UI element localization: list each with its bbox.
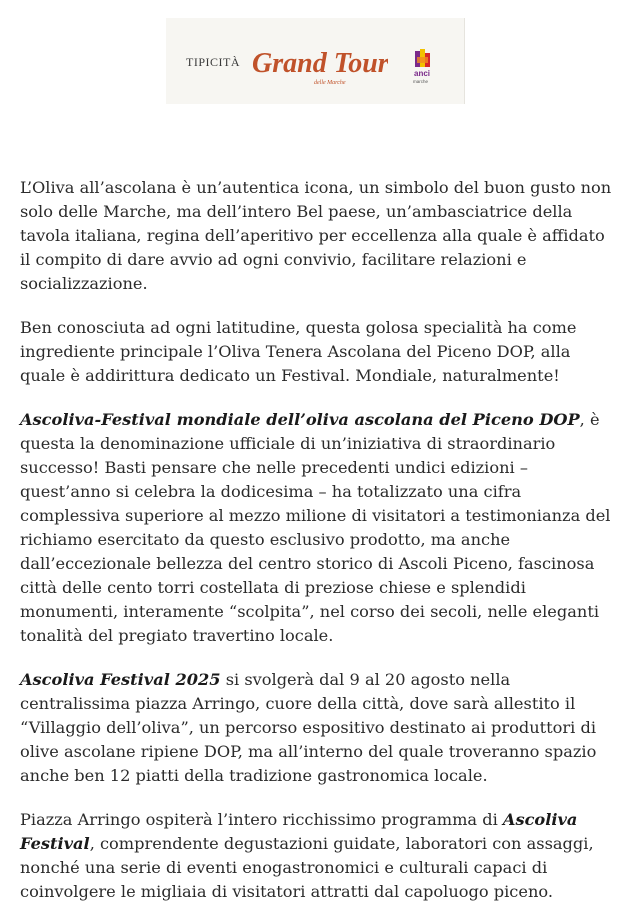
- grand-tour-logo: [252, 44, 388, 88]
- grand-tour-logo-subtext: delle Marche: [314, 80, 346, 86]
- article-paragraph-4: [20, 668, 614, 788]
- article-paragraph-2: Ben conosciuta ad ogni latitudine, questa golosa specialità ha come ingrediente principale l’Oliva Tenera Ascolana del Piceno DOP, alla quale è addirittura dedicato un Festival. Mondiale, naturalmente!: [20, 318, 577, 385]
- article-paragraph-5-text: , comprendente degustazioni guidate, laboratori con assaggi, nonché una serie di eventi enogastronomici e culturali capaci di coinvolgere le migliaia di visitatori attratti dal capoluogo piceno.: [20, 834, 594, 901]
- anci-marche-logo: [412, 47, 434, 85]
- anci-logo-text: anci: [414, 69, 431, 78]
- article-paragraph-1: L’Oliva all’ascolana è un’autentica icona, un simbolo del buon gusto non solo delle Marche, ma dell’intero Bel paese, un’ambasciatrice della tavola italiana, regina dell’aperitivo per eccellenza alla quale è affidato il compito di dare avvio ad ogni convivio, facilitare relazioni e socializzazione.: [20, 178, 612, 293]
- article-paragraph-5-start: Piazza Arringo ospiterà l’intero ricchissimo programma di: [20, 810, 503, 829]
- article-paragraph-3: [20, 408, 614, 648]
- festival-official-name: Ascoliva-Festival mondiale dell’oliva ascolana del Piceno DOP: [20, 410, 580, 429]
- festival-name: Ascoliva Festival: [20, 810, 578, 853]
- article-paragraph-3-text: , è questa la denominazione ufficiale di un’iniziativa di straordinario successo! Basti pensare che nelle precedenti undici edizioni – quest’anno si celebra la dodicesima – ha totalizzato una cifra complessiva superiore al mezzo milione di visitatori a testimonianza del richiamo esercitato da questo esclusivo prodotto, ma anche dall’eccezionale bellezza del centro storico di Ascoli Piceno, fascinosa città delle cento torri costellata di preziose chiese e splendidi monumenti, interamente “scolpita”, nel corso dei secoli, nelle eleganti tonalità del pregiato travertino locale.: [20, 410, 611, 645]
- grand-tour-logo-text: Grand Tour: [252, 48, 388, 79]
- article-paragraph-4-text: si svolgerà dal 9 al 20 agosto nella centralissima piazza Arringo, cuore della città, dove sarà allestito il “Villaggio dell’oliva”, un percorso espositivo destinato ai produttori di olive ascolane ripiene DOP, ma all’interno del quale troveranno spazio anche ben 12 piatti della tradizione gastronomica locale.: [20, 670, 597, 785]
- festival-2025-name: Ascoliva Festival 2025: [20, 670, 221, 689]
- header-banner: [166, 18, 465, 104]
- tipicita-logo: TIPICITÀ: [186, 55, 240, 69]
- article-paragraph-5: [20, 808, 614, 904]
- anci-logo-subtext: marche: [413, 79, 429, 84]
- article-body: [20, 176, 614, 924]
